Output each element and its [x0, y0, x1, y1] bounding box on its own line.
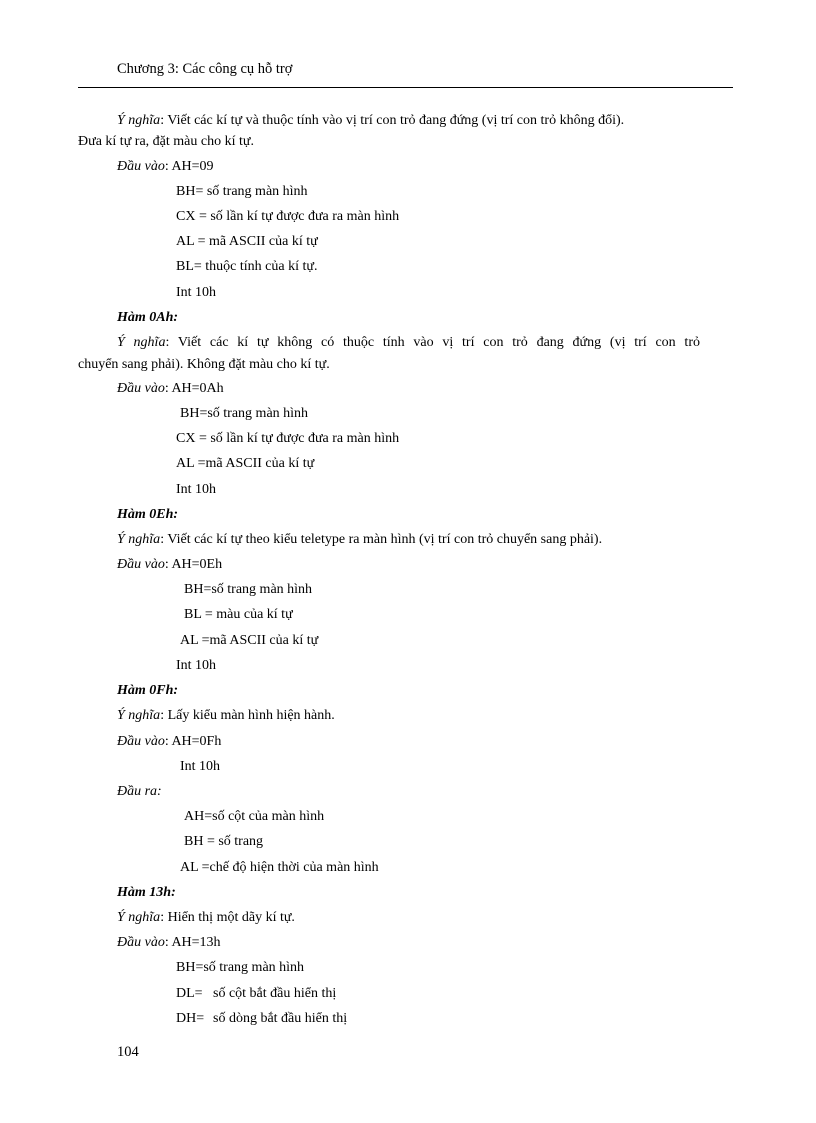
meaning-line	[117, 112, 624, 130]
meaning-label: Ý nghĩa	[117, 113, 161, 128]
input-line	[117, 158, 214, 176]
meaning-line-2: Đưa kí tự ra, đặt màu cho kí tự.	[78, 134, 254, 149]
meaning-line	[117, 334, 700, 352]
input-param: AL =mã ASCII của kí tự	[176, 456, 315, 471]
function-heading: Hàm 0Ah:	[117, 310, 179, 325]
input-label: Đầu vào	[117, 381, 165, 396]
input-param: BH=số trang màn hình	[180, 406, 309, 421]
header-divider	[78, 87, 733, 88]
meaning-text: : Viết các kí tự theo kiểu teletype ra màn hình (vị trí con trỏ chuyển sang phải).	[160, 532, 603, 547]
register-value: số dòng bắt đầu hiển thị	[213, 1011, 348, 1026]
register-key: DH=	[176, 1011, 205, 1026]
output-param: BH = số trang	[184, 834, 264, 849]
input-param: CX = số lần kí tự được đưa ra màn hình	[176, 209, 400, 224]
input-label: Đầu vào	[117, 935, 165, 950]
input-line	[117, 380, 224, 398]
register-value: số cột bắt đầu hiển thị	[213, 986, 337, 1001]
input-label: Đầu vào	[117, 557, 165, 572]
input-param: AL = mã ASCII của kí tự	[176, 234, 318, 249]
input-param: CX = số lần kí tự được đưa ra màn hình	[176, 431, 400, 446]
input-param: BL = màu của kí tự	[184, 607, 293, 622]
meaning-label: Ý nghĩa	[117, 335, 166, 350]
function-heading: Hàm 0Eh:	[117, 507, 179, 522]
input-ah: : AH=09	[164, 159, 214, 174]
input-param: BL= thuộc tính của kí tự.	[176, 259, 318, 274]
meaning-line	[117, 531, 602, 549]
input-param: AL =mã ASCII của kí tự	[180, 633, 319, 648]
meaning-text: : Viết các kí tự không có thuộc tính vào vị trí con trỏ đang đứng (vị trí con trỏ	[165, 335, 700, 350]
output-param: AH=số cột của màn hình	[184, 809, 325, 824]
input-param: BH=số trang màn hình	[184, 582, 313, 597]
input-line	[117, 556, 222, 574]
input-ah: : AH=0Fh	[164, 734, 222, 749]
input-ah: : AH=13h	[164, 935, 221, 950]
meaning-text: : Hiển thị một dãy kí tự.	[160, 910, 295, 925]
input-ah: : AH=0Ah	[164, 381, 224, 396]
meaning-text: : Lấy kiểu màn hình hiện hành.	[160, 708, 335, 723]
input-param: BH= số trang màn hình	[176, 184, 308, 199]
meaning-label: Ý nghĩa	[117, 708, 161, 723]
meaning-label: Ý nghĩa	[117, 910, 161, 925]
meaning-label: Ý nghĩa	[117, 532, 161, 547]
output-param: AL =chế độ hiện thời của màn hình	[180, 860, 379, 875]
input-param	[176, 1010, 347, 1028]
input-label: Đầu vào	[117, 159, 165, 174]
chapter-title: Chương 3: Các công cụ hỗ trợ	[117, 61, 293, 77]
input-param	[176, 985, 336, 1003]
interrupt-call: Int 10h	[180, 759, 221, 774]
function-heading: Hàm 13h:	[117, 885, 176, 900]
interrupt-call: Int 10h	[176, 658, 217, 673]
interrupt-call: Int 10h	[176, 482, 217, 497]
meaning-line-2: chuyển sang phải). Không đặt màu cho kí tự.	[78, 357, 330, 372]
meaning-line	[117, 909, 295, 927]
input-label: Đầu vào	[117, 734, 165, 749]
input-param: BH=số trang màn hình	[176, 960, 305, 975]
output-label: Đầu ra:	[117, 784, 162, 799]
register-key: DL=	[176, 986, 203, 1001]
meaning-text: : Viết các kí tự và thuộc tính vào vị trí con trỏ đang đứng (vị trí con trỏ không đổi).	[160, 113, 625, 128]
function-heading: Hàm 0Fh:	[117, 683, 179, 698]
interrupt-call: Int 10h	[176, 285, 217, 300]
input-line	[117, 733, 221, 751]
input-ah: : AH=0Eh	[164, 557, 223, 572]
page-number: 104	[117, 1044, 139, 1060]
input-line	[117, 934, 221, 952]
meaning-line	[117, 707, 335, 725]
